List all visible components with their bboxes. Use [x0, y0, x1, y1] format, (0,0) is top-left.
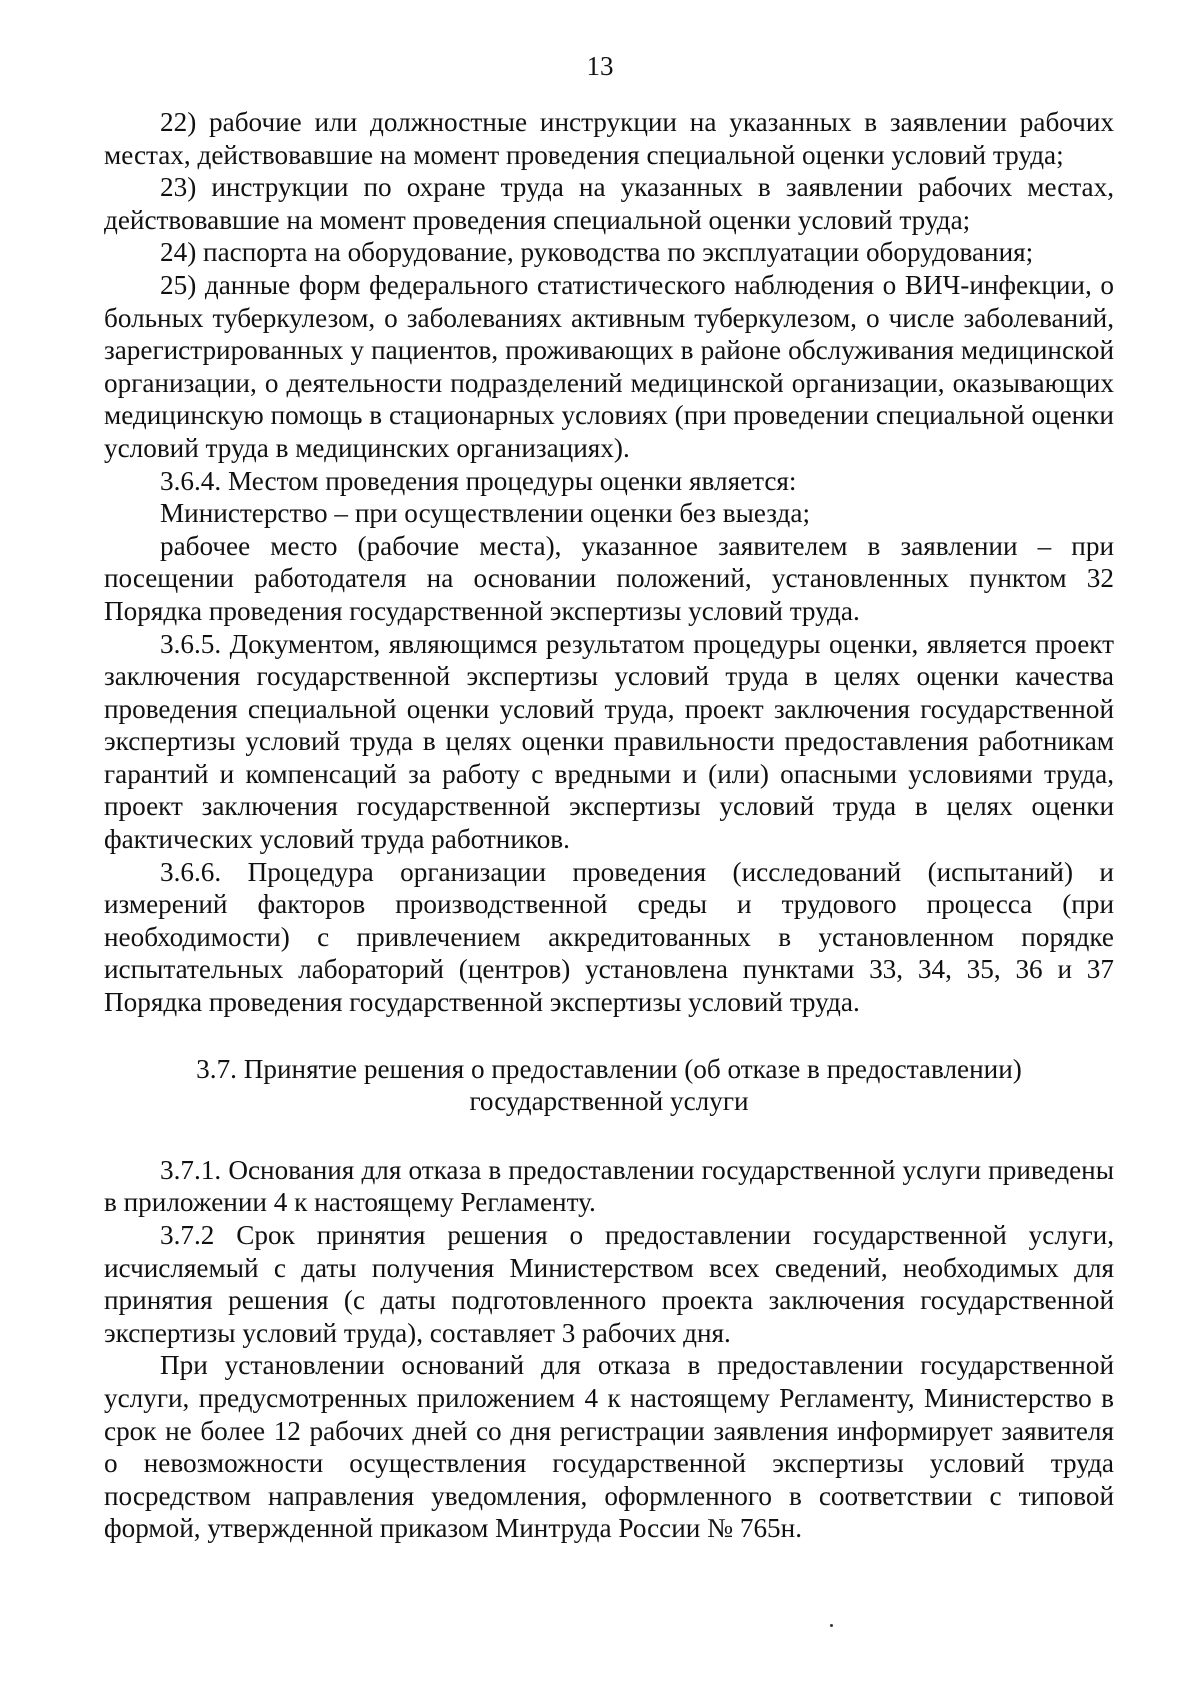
paragraph-3-6-5: 3.6.5. Документом, являющимся результатом процедуры оценки, является проект заключения государственной экспертизы условий труда в целях оценки качества проведения специальной оценки условий труда, проект заключения государственной экспертизы условий труда в целях оценки правильности предоставления работникам гарантий и компенсаций за работу с вредными и (или) опасными условиями труда, проект заключения государственной экспертизы условий труда в целях оценки фактических условий труда работников.	[104, 628, 1114, 855]
paragraph-refusal-notice: При установлении оснований для отказа в предоставлении государственной услуги, предусмотренных приложением 4 к настоящему Регламенту, Министерство в срок не более 12 рабочих дней со дня регистрации заявления информирует заявителя о невозможности осуществления государственной экспертизы условий труда посредством направления уведомления, оформленного в соответствии с типовой формой, утвержденной приказом Минтруда России № 765н.	[104, 1350, 1114, 1544]
paragraph-item-22: 22) рабочие или должностные инструкции на указанных в заявлении рабочих местах, действовавшие на момент проведения специальной оценки условий труда;	[104, 107, 1114, 170]
paragraph-item-25: 25) данные форм федерального статистического наблюдения о ВИЧ-инфекции, о больных туберкулезом, о заболеваниях активным туберкулезом, о числе заболеваний, зарегистрированных у пациентов, проживающих в районе обслуживания медицинской организации, о деятельности подразделений медицинской организации, оказывающих медицинскую помощь в стационарных условиях (при проведении специальной оценки условий труда в медицинских организациях).	[104, 269, 1114, 463]
scan-dot-mark	[830, 1624, 833, 1627]
document-body	[104, 106, 1114, 1545]
paragraph-3-7-1: 3.7.1. Основания для отказа в предоставлении государственной услуги приведены в приложении 4 к настоящему Регламенту.	[104, 1154, 1114, 1218]
section-heading-3-7	[104, 1053, 1114, 1118]
paragraph-item-24: 24) паспорта на оборудование, руководства по эксплуатации оборудования;	[160, 237, 1034, 268]
paragraph-3-6-4: 3.6.4. Местом проведения процедуры оценки является:	[160, 465, 797, 496]
paragraph-item-23: 23) инструкции по охране труда на указанных в заявлении рабочих местах, действовавшие на момент проведения специальной оценки условий труда;	[104, 172, 1114, 235]
section-heading-line-1: 3.7. Принятие решения о предоставлении (об отказе в предоставлении)	[196, 1053, 1022, 1084]
paragraph-ministry-place: Министерство – при осуществлении оценки без выезда;	[160, 498, 810, 529]
page-number: 13	[586, 51, 614, 81]
section-heading-line-2: государственной услуги	[469, 1086, 749, 1117]
paragraph-3-7-2: 3.7.2 Срок принятия решения о предоставлении государственной услуги, исчисляемый с даты получения Министерством всех сведений, необходимых для принятия решения (с даты подготовленного проекта заключения государственной экспертизы условий труда), составляет 3 рабочих дня.	[104, 1220, 1114, 1348]
paragraph-workplace-place: рабочее место (рабочие места), указанное заявителем в заявлении – при посещении работодателя на основании положений, установленных пунктом 32 Порядка проведения государственной экспертизы условий труда.	[104, 530, 1114, 626]
paragraph-3-6-6: 3.6.6. Процедура организации проведения (исследований (испытаний) и измерений факторов производственной среды и трудового процесса (при необходимости) с привлечением аккредитованных в установленном порядке испытательных лабораторий (центров) установлена пунктами 33, 34, 35, 36 и 37 Порядка проведения государственной экспертизы условий труда.	[104, 856, 1114, 1018]
